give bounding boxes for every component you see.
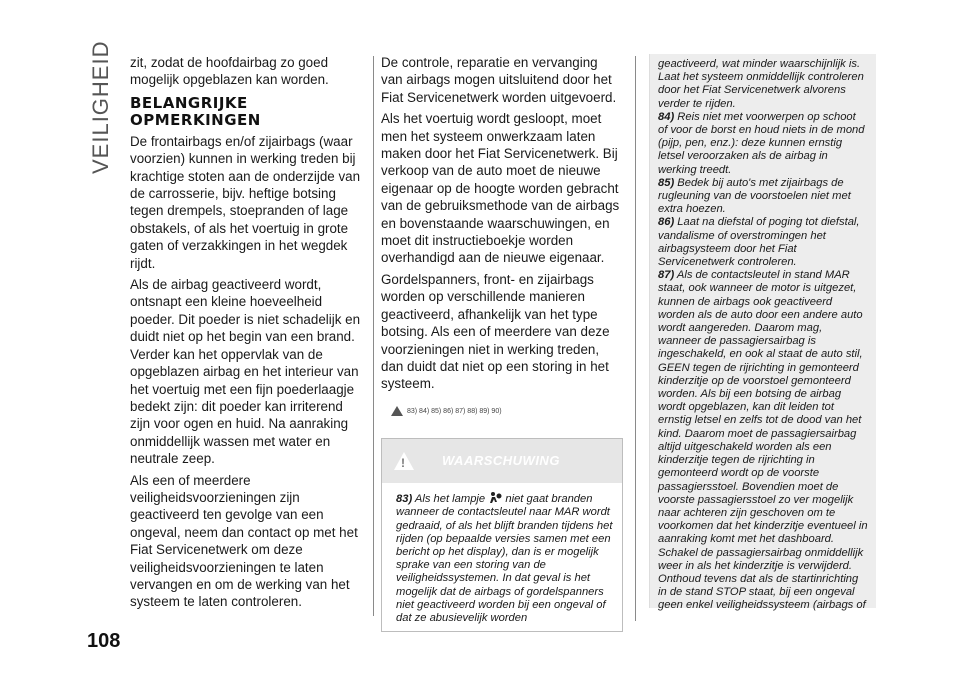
warning-number: 86): [658, 216, 675, 229]
warning-body: [382, 483, 622, 631]
column-divider: [635, 56, 636, 621]
column-divider: [373, 56, 374, 616]
column-2: [381, 54, 621, 632]
warning-references: [391, 403, 621, 420]
warning-title: WAARSCHUWING: [442, 453, 560, 469]
warning-triangle-icon: [394, 452, 414, 470]
column-1: [130, 54, 366, 615]
warning-text: geactiveerd, wat minder waarschijnlijk is. Laat het systeem onmiddellijk controleren door het Fiat Servicenetwerk alvorens verder te rijden.: [658, 58, 864, 110]
warning-continuation: [649, 54, 876, 612]
paragraph: Als de airbag geactiveerd wordt, ontsnapt een kleine hoeveelheid poeder. Dit poeder is niet schadelijk en duidt niet op het begin van een brand. Verder kan het oppervlak van de opgeblazen airbag en het interieur van het voertuig met een fijn poederlaagje bedekt zijn: dit poeder kan irriterend zijn voor ogen en huid. Na aanraking onmiddellijk wassen met water en neutrale zeep.: [130, 277, 361, 467]
warning-box: [381, 438, 623, 632]
section-side-tab: [88, 40, 114, 174]
warning-text: Als het lampje: [414, 493, 486, 506]
reference-list: 83) 84) 85) 86) 87) 88) 89) 90): [407, 407, 502, 415]
warning-number: 83): [396, 493, 413, 506]
warning-header: [382, 439, 622, 483]
warning-item-84: [658, 111, 868, 177]
warning-number: 87): [658, 269, 675, 282]
warning-item-87: [658, 269, 868, 612]
warning-text: Reis niet met voorwerpen op schoot of voor de borst en houd niets in de mond (pijp, pen, enz.): deze kunnen ernstig letsel veroorzaken als de airbag in werking treedt.: [658, 110, 865, 176]
paragraph: De controle, reparatie en vervanging van airbags mogen uitsluitend door het Fiat Servicenetwerk worden uitgevoerd.: [381, 55, 617, 105]
paragraph: De frontairbags en/of zijairbags (waar voorzien) kunnen in werking treden bij krachtige stoten aan de onderzijde van de carrosserie, bijv. heftige botsing tegen drempels, stoepranden of lage obstakels, of als het voertuig in grote gaten of verzakkingen in het wegdek rijdt.: [130, 133, 361, 271]
paragraph: Gordelspanners, front- en zijairbags worden op verschillende manieren geactiveerd, afhankelijk van het type botsing. Als een of meerdere van deze voorzieningen niet in werking treden, dan duidt dat niet op een storing in het systeem.: [381, 271, 610, 392]
paragraph: Als een of meerdere veiligheidsvoorzieningen zijn geactiveerd ten gevolge van een ongeval, neem dan contact op met het Fiat Servicenetwerk om deze veiligheidsvoorzieningen te laten vervangen en om de werking van het systeem te laten controleren.: [130, 472, 358, 610]
page-number: 108: [87, 630, 121, 652]
warning-text: niet gaat branden wanneer de contactsleutel naar MAR wordt gedraaid, of als het blijft branden tijdens het rijden (op bepaalde versies samen met een bericht op het display), dan is er mogelijk sprake van een storing van de veiligheidssystemen. In dat geval is het mogelijk dat de airbags of gordelspanners niet geactiveerd worden bij een ongeval of dat ze abusievelijk worden: [396, 493, 613, 624]
column-3: [649, 54, 876, 612]
warning-item-85: [658, 177, 868, 217]
warning-number: 84): [658, 110, 675, 123]
warning-item-86: [658, 216, 868, 269]
section-heading: BELANGRIJKE OPMERKINGEN: [130, 93, 261, 129]
paragraph: Als het voertuig wordt gesloopt, moet men het systeem onwerkzaam laten maken door het Fiat Servicenetwerk. Bij verkoop van de auto moet de nieuwe eigenaar op de hoogte worden gebracht van de gebruiksmethode van de airbags en bovenstaande waarschuwingen, en moet dit instructieboekje worden overhandigd aan de nieuwe eigenaar.: [381, 111, 620, 266]
warning-item-83: [396, 491, 614, 625]
warning-triangle-icon: [391, 406, 403, 416]
paragraph: zit, zodat de hoofdairbag zo goed mogelijk opgeblazen kan worden.: [130, 55, 329, 88]
warning-text: Laat na diefstal of poging tot diefstal, vandalisme of overstromingen het airbagsysteem door het Fiat Servicenetwerk controleren.: [658, 216, 860, 269]
airbag-warning-icon: [488, 491, 502, 505]
warning-number: 85): [658, 176, 675, 189]
warning-text: Bedek bij auto's met zijairbags de rugleuning van de voorstoelen niet met extra hoezen.: [658, 176, 851, 216]
warning-text: Als de contactsleutel in stand MAR staat, ook wanneer de motor is uitgezet, kunnen de airbags ook geactiveerd worden als de auto door een andere auto wordt aangereden. Daarom mag, wanneer de passagiersairbag is ingeschakeld, en ook al staat de auto stil, GEEN tegen de rijrichting in gemonteerd kinderzitje op de voorstoel gemonteerd worden. Als bij een botsing de airbag wordt opgeblazen, kan dit leiden tot ernstig letsel en zelfs tot de dood van het kind. Daarom moet de passagiersairbag altijd uitgeschakeld worden als een kinderzitje tegen de rijrichting in gemonteerd wordt op de voorste passagiersstoel. Bovendien moet de voorste passagiersstoel zo ver mogelijk naar achteren zijn geschoven om te voorkomen dat het kinderzitje eventueel in aanraking komt met het dashboard. Schakel de passagiersairbag onmiddellijk weer in als het kinderzitje is verwijderd. Onthoud tevens dat als de startinrichting in de stand STOP staat, bij een ongeval geen enkel veiligheidssysteem (airbags of: [658, 269, 868, 612]
section-title: VEILIGHEID: [88, 40, 113, 174]
